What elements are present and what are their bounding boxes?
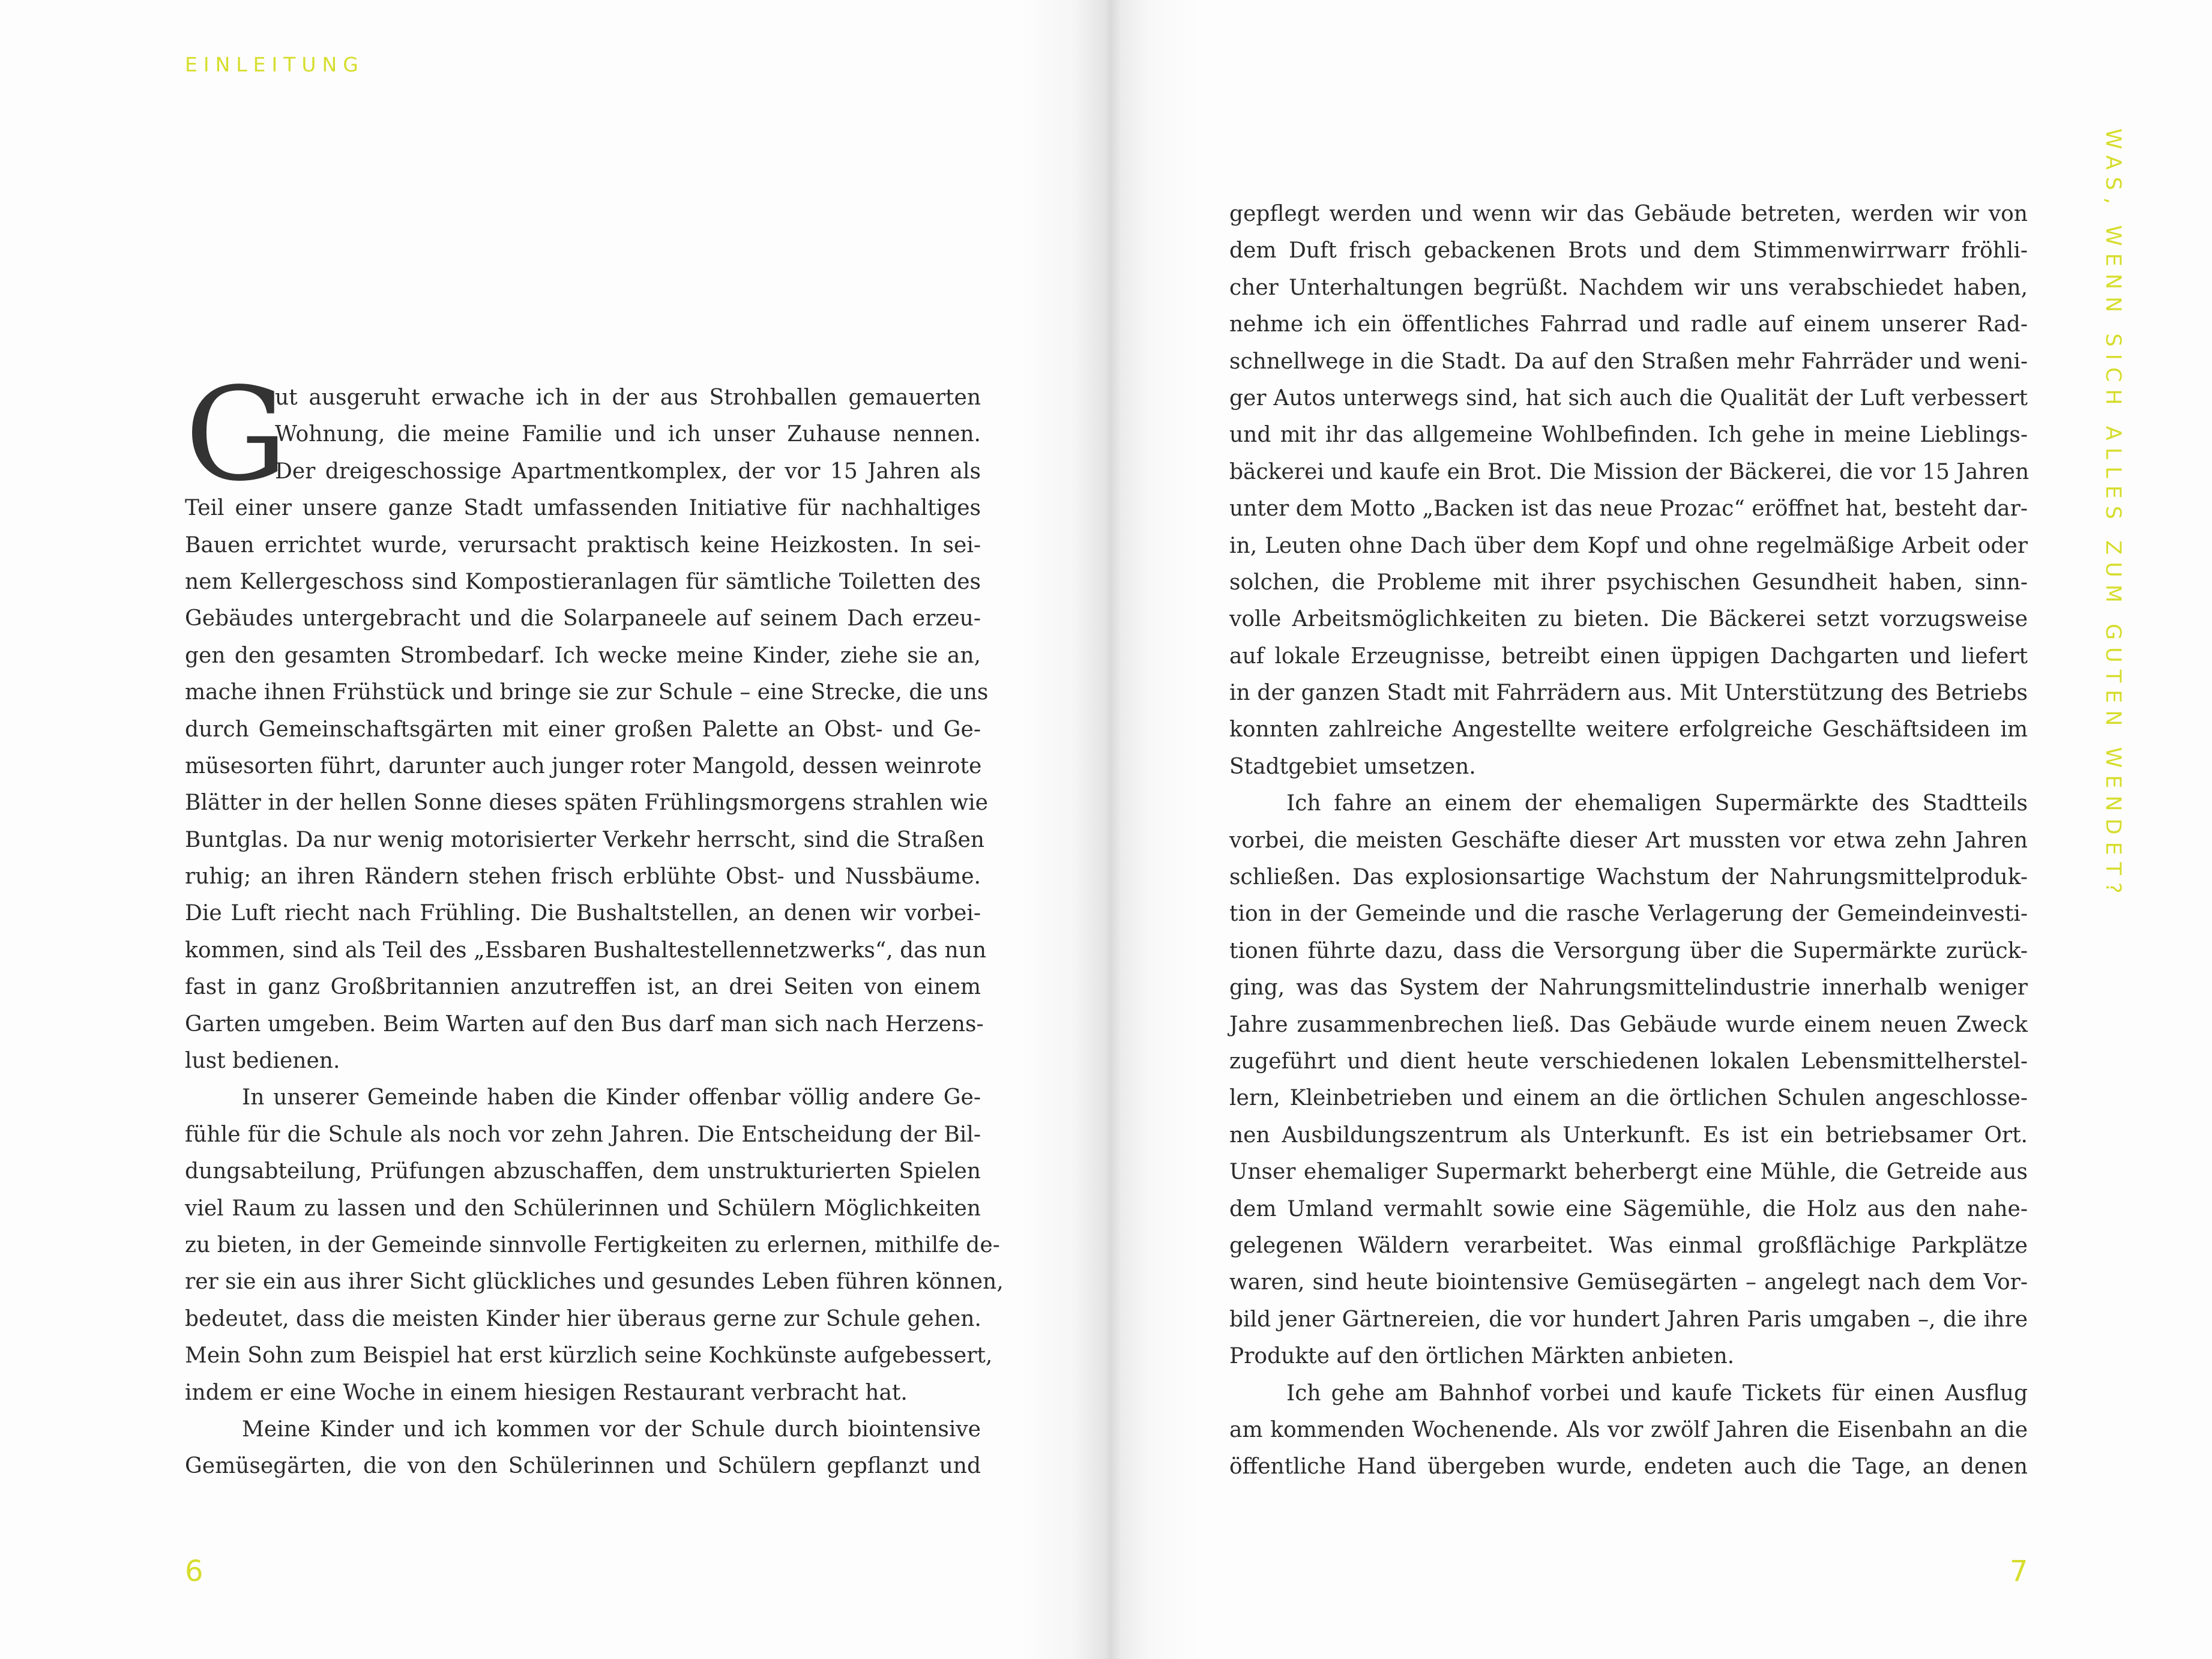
text-line: waren, sind heute biointensive Gemüsegärten – angelegt nach dem Vor- (1229, 1270, 2028, 1295)
text-line: solchen, die Probleme mit ihrer psychischen Gesundheit haben, sinn- (1229, 570, 2028, 595)
text-line: indem er eine Woche in einem hiesigen Restaurant verbracht hat. (185, 1380, 908, 1405)
text-line: nehme ich ein öffentliches Fahrrad und radle auf einem unserer Rad- (1229, 312, 2028, 337)
text-line: Meine Kinder und ich kommen vor der Schule durch biointensive (242, 1417, 981, 1442)
text-line: Die Luft riecht nach Frühling. Die Bushaltstellen, an denen wir vorbei- (185, 901, 981, 926)
text-line: gelegenen Wäldern verarbeitet. Was einmal großflächige Parkplätze (1229, 1233, 2028, 1258)
text-line: ger Autos unterwegs sind, hat sich auch die Qualität der Luft verbessert (1229, 385, 2028, 411)
running-head: EINLEITUNG (185, 53, 364, 76)
text-line: Bauen errichtet wurde, verursacht praktisch keine Heizkosten. In sei- (185, 532, 981, 558)
text-line: Buntglas. Da nur wenig motorisierter Verkehr herrscht, sind die Straßen (185, 827, 984, 852)
text-line: dungsabteilung, Prüfungen abzuschaffen, dem unstrukturierten Spielen (185, 1159, 981, 1184)
text-line: auf lokale Erzeugnisse, betreibt einen üppigen Dachgarten und liefert (1229, 643, 2028, 669)
text-line: ut ausgeruht erwache ich in der aus Strohballen gemauerten (275, 385, 981, 410)
text-line: Wohnung, die meine Familie und ich unser Zuhause nennen. (275, 422, 981, 447)
page-number-right: 7 (2010, 1555, 2028, 1588)
text-line: Teil einer unsere ganze Stadt umfassenden Initiative für nachhaltiges (185, 496, 981, 521)
text-line: konnten zahlreiche Angestellte weitere erfolgreiche Geschäftsideen im (1229, 717, 2028, 742)
page-number-left: 6 (185, 1555, 203, 1588)
text-line: Garten umgeben. Beim Warten auf den Bus darf man sich nach Herzens- (185, 1011, 984, 1037)
text-line: tionen führte dazu, dass die Versorgung über die Supermärkte zurück- (1229, 938, 2028, 963)
text-line: Gebäudes untergebracht und die Solarpaneele auf seinem Dach erzeu- (185, 606, 981, 631)
text-line: zugeführt und dient heute verschiedenen lokalen Lebensmittelherstel- (1229, 1049, 2028, 1074)
text-line: Ich gehe am Bahnhof vorbei und kaufe Tickets für einen Ausflug (1286, 1380, 2028, 1406)
text-line: Mein Sohn zum Beispiel hat erst kürzlich seine Kochkünste aufgebessert, (185, 1343, 993, 1368)
text-line: lern, Kleinbetrieben und einem an die örtlichen Schulen angeschlosse- (1229, 1086, 2028, 1111)
text-line: am kommenden Wochenende. Als vor zwölf Jahren die Eisenbahn an die (1229, 1417, 2028, 1442)
text-line: durch Gemeinschaftsgärten mit einer großen Palette an Obst- und Ge- (185, 717, 981, 742)
text-line: und mit ihr das allgemeine Wohlbefinden. Ich gehe in meine Lieblings- (1229, 423, 2028, 448)
text-line: bäckerei und kaufe ein Brot. Die Mission der Bäckerei, die vor 15 Jahren (1229, 459, 2030, 484)
text-line: rer sie ein aus ihrer Sicht glückliches und gesundes Leben führen können, (185, 1269, 1004, 1295)
text-line: cher Unterhaltungen begrüßt. Nachdem wir uns verabschiedet haben, (1229, 275, 2028, 300)
text-line: fühle für die Schule als noch vor zehn Jahren. Die Entscheidung der Bil- (185, 1122, 981, 1147)
text-line: Ich fahre an einem der ehemaligen Supermärkte des Stadtteils (1286, 791, 2028, 816)
text-line: vorbei, die meisten Geschäfte dieser Art mussten vor etwa zehn Jahren (1229, 828, 2028, 853)
text-line: viel Raum zu lassen und den Schülerinnen und Schülern Möglichkeiten (185, 1196, 981, 1221)
text-line: Jahre zusammenbrechen ließ. Das Gebäude wurde einem neuen Zweck (1229, 1012, 2028, 1037)
text-line: Unser ehemaliger Supermarkt beherbergt eine Mühle, die Getreide aus (1229, 1160, 2028, 1185)
text-line: dem Umland vermahlt sowie eine Sägemühle, die Holz aus den nahe- (1229, 1196, 2028, 1221)
text-line: mache ihnen Frühstück und bringe sie zur Schule – eine Strecke, die uns (185, 680, 989, 705)
text-line: schließen. Das explosionsartige Wachstum der Nahrungsmittelproduk- (1229, 865, 2028, 890)
right-text-column (1229, 196, 2028, 1486)
side-title: WAS, WENN SICH ALLES ZUM GUTEN WENDET? (2101, 128, 2125, 901)
text-line: bild jener Gärtnereien, die vor hundert Jahren Paris umgaben –, die ihre (1229, 1307, 2028, 1332)
text-line: Gemüsegärten, die von den Schülerinnen und Schülern gepflanzt und (185, 1454, 981, 1479)
left-text-column (185, 379, 1004, 1485)
text-line: in der ganzen Stadt mit Fahrrädern aus. Mit Unterstützung des Betriebs (1229, 681, 2028, 706)
drop-cap: G (185, 360, 288, 510)
text-line: Stadtgebiet umsetzen. (1229, 754, 1476, 779)
text-line: tion in der Gemeinde und die rasche Verlagerung der Gemeindeinvesti- (1229, 902, 2028, 927)
text-line: unter dem Motto „Backen ist das neue Prozac“ eröffnet hat, besteht dar- (1229, 496, 2028, 522)
text-line: fast in ganz Großbritannien anzutreffen ist, an drei Seiten von einem (185, 975, 981, 1000)
text-line: dem Duft frisch gebackenen Brots und dem Stimmenwirrwarr fröhli- (1229, 238, 2028, 263)
text-line: lust bedienen. (185, 1049, 340, 1074)
text-line: gepflegt werden und wenn wir das Gebäude betreten, werden wir von (1229, 202, 2028, 226)
text-line: Der dreigeschossige Apartmentkomplex, der vor 15 Jahren als (275, 459, 981, 484)
text-line: bedeutet, dass die meisten Kinder hier überaus gerne zur Schule gehen. (185, 1306, 981, 1331)
text-line: öffentliche Hand übergeben wurde, endeten auch die Tage, an denen (1229, 1454, 2028, 1480)
text-line: schnellwege in die Stadt. Da auf den Straßen mehr Fahrräder und weni- (1229, 349, 2028, 374)
text-line: ging, was das System der Nahrungsmittelindustrie innerhalb weniger (1229, 975, 2028, 1001)
text-line: kommen, sind als Teil des „Essbaren Bushaltestellennetzwerks“, das nun (185, 938, 987, 963)
text-line: ruhig; an ihren Rändern stehen frisch erblühte Obst- und Nussbäume. (185, 864, 981, 890)
text-line: in, Leuten ohne Dach über dem Kopf und ohne regelmäßige Arbeit oder (1229, 533, 2028, 558)
text-line: zu bieten, in der Gemeinde sinnvolle Fertigkeiten zu erlernen, mithilfe de- (185, 1232, 1000, 1257)
text-line: In unserer Gemeinde haben die Kinder offenbar völlig andere Ge- (242, 1085, 981, 1110)
text-line: müsesorten führt, darunter auch junger roter Mangold, dessen weinrote (185, 753, 982, 778)
text-line: volle Arbeitsmöglichkeiten zu bieten. Die Bäckerei setzt vorzugsweise (1229, 607, 2028, 632)
text-line: gen den gesamten Strombedarf. Ich wecke meine Kinder, ziehe sie an, (185, 643, 981, 668)
text-line: Blätter in der hellen Sonne dieses späten Frühlingsmorgens strahlen wie (185, 790, 988, 816)
text-line: nem Kellergeschoss sind Kompostieranlagen für sämtliche Toiletten des (185, 569, 981, 594)
text-line: nen Ausbildungszentrum als Unterkunft. Es ist ein betriebsamer Ort. (1229, 1122, 2028, 1148)
text-line: Produkte auf den örtlichen Märkten anbieten. (1229, 1344, 1735, 1369)
